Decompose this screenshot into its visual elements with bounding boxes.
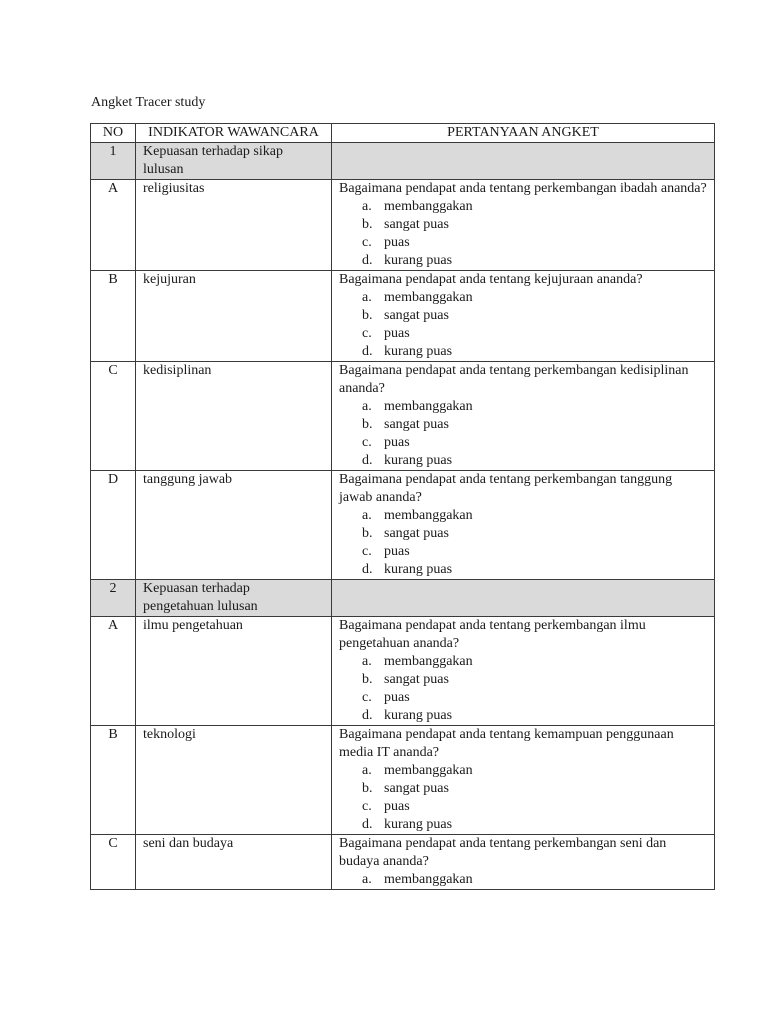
option-text: kurang puas [384, 562, 453, 577]
question-text: Bagaimana pendapat anda tentang perkembangan kedisiplinan ananda? [339, 363, 689, 396]
section-indicator: Kepuasan terhadap pengetahuan lulusan [136, 580, 332, 617]
item-letter: A [91, 617, 136, 726]
answer-option [339, 307, 707, 325]
answer-option [339, 543, 707, 561]
answer-option [339, 762, 707, 780]
answer-options [339, 398, 707, 470]
option-letter: a. [362, 290, 372, 305]
option-text: sangat puas [384, 526, 449, 541]
answer-option [339, 561, 707, 579]
option-letter: b. [362, 217, 373, 232]
option-text: membanggakan [384, 763, 473, 778]
answer-options [339, 871, 707, 889]
answer-option [339, 216, 707, 234]
question-cell [332, 726, 715, 835]
section-row [91, 580, 715, 617]
question-cell [332, 362, 715, 471]
answer-option [339, 325, 707, 343]
answer-options [339, 198, 707, 270]
option-letter: d. [362, 253, 373, 268]
item-letter: C [91, 362, 136, 471]
question-cell [332, 835, 715, 890]
option-letter: d. [362, 453, 373, 468]
option-letter: d. [362, 344, 373, 359]
option-text: membanggakan [384, 399, 473, 414]
option-letter: a. [362, 654, 372, 669]
option-text: membanggakan [384, 508, 473, 523]
answer-option [339, 780, 707, 798]
item-indicator: kedisiplinan [136, 362, 332, 471]
item-letter: B [91, 271, 136, 362]
option-text: sangat puas [384, 217, 449, 232]
header-no: NO [91, 124, 136, 143]
option-letter: c. [362, 799, 372, 814]
option-text: kurang puas [384, 817, 453, 832]
question-cell [332, 271, 715, 362]
answer-options [339, 653, 707, 725]
option-text: sangat puas [384, 781, 449, 796]
table-header-row [91, 124, 715, 143]
item-indicator: tanggung jawab [136, 471, 332, 580]
option-text: puas [384, 690, 410, 705]
document-title: Angket Tracer study [91, 95, 206, 110]
answer-option [339, 653, 707, 671]
question-cell [332, 180, 715, 271]
answer-option [339, 507, 707, 525]
answer-option [339, 416, 707, 434]
option-letter: a. [362, 199, 372, 214]
answer-options [339, 762, 707, 834]
option-letter: c. [362, 326, 372, 341]
item-indicator: religiusitas [136, 180, 332, 271]
question-cell [332, 471, 715, 580]
answer-option [339, 289, 707, 307]
option-letter: b. [362, 308, 373, 323]
section-indicator: Kepuasan terhadap sikap lulusan [136, 143, 332, 180]
section-number: 1 [91, 143, 136, 180]
option-letter: c. [362, 690, 372, 705]
section-question-cell [332, 143, 715, 180]
option-text: puas [384, 326, 410, 341]
option-letter: c. [362, 435, 372, 450]
item-indicator: seni dan budaya [136, 835, 332, 890]
question-row [91, 180, 715, 271]
question-text: Bagaimana pendapat anda tentang kemampuan penggunaan media IT ananda? [339, 727, 674, 760]
question-row [91, 362, 715, 471]
section-row [91, 143, 715, 180]
option-letter: a. [362, 763, 372, 778]
option-text: kurang puas [384, 253, 453, 268]
question-row [91, 835, 715, 890]
option-letter: a. [362, 508, 372, 523]
option-text: puas [384, 544, 410, 559]
option-letter: b. [362, 781, 373, 796]
question-text: Bagaimana pendapat anda tentang kejujuraan ananda? [339, 272, 643, 287]
item-letter: C [91, 835, 136, 890]
question-text: Bagaimana pendapat anda tentang perkembangan ilmu pengetahuan ananda? [339, 618, 646, 651]
answer-option [339, 707, 707, 725]
answer-option [339, 798, 707, 816]
section-number: 2 [91, 580, 136, 617]
option-text: membanggakan [384, 654, 473, 669]
answer-option [339, 252, 707, 270]
answer-option [339, 671, 707, 689]
answer-option [339, 343, 707, 361]
option-text: membanggakan [384, 290, 473, 305]
header-question: PERTANYAAN ANGKET [332, 124, 715, 143]
option-text: puas [384, 435, 410, 450]
option-letter: b. [362, 672, 373, 687]
question-text: Bagaimana pendapat anda tentang perkembangan ibadah ananda? [339, 181, 707, 196]
option-text: puas [384, 799, 410, 814]
option-letter: d. [362, 562, 373, 577]
item-indicator: kejujuran [136, 271, 332, 362]
item-letter: D [91, 471, 136, 580]
option-text: kurang puas [384, 453, 453, 468]
option-text: kurang puas [384, 344, 453, 359]
answer-option [339, 234, 707, 252]
answer-option [339, 871, 707, 889]
answer-option [339, 398, 707, 416]
option-letter: d. [362, 817, 373, 832]
answer-options [339, 289, 707, 361]
option-letter: c. [362, 544, 372, 559]
item-letter: A [91, 180, 136, 271]
option-text: membanggakan [384, 199, 473, 214]
section-question-cell [332, 580, 715, 617]
option-letter: b. [362, 417, 373, 432]
option-text: sangat puas [384, 417, 449, 432]
item-indicator: ilmu pengetahuan [136, 617, 332, 726]
header-indicator: INDIKATOR WAWANCARA [136, 124, 332, 143]
answer-option [339, 452, 707, 470]
option-text: sangat puas [384, 308, 449, 323]
option-letter: c. [362, 235, 372, 250]
question-row [91, 726, 715, 835]
option-letter: b. [362, 526, 373, 541]
question-text: Bagaimana pendapat anda tentang perkembangan seni dan budaya ananda? [339, 836, 667, 869]
answer-option [339, 689, 707, 707]
survey-table-body [91, 124, 715, 890]
answer-option [339, 816, 707, 834]
item-indicator: teknologi [136, 726, 332, 835]
question-cell [332, 617, 715, 726]
answer-option [339, 434, 707, 452]
question-row [91, 617, 715, 726]
option-letter: a. [362, 399, 372, 414]
question-text: Bagaimana pendapat anda tentang perkembangan tanggung jawab ananda? [339, 472, 673, 505]
option-letter: a. [362, 872, 372, 887]
item-letter: B [91, 726, 136, 835]
option-text: kurang puas [384, 708, 453, 723]
answer-option [339, 525, 707, 543]
answer-option [339, 198, 707, 216]
answer-options [339, 507, 707, 579]
survey-table [90, 123, 715, 890]
question-row [91, 471, 715, 580]
option-text: membanggakan [384, 872, 473, 887]
option-text: sangat puas [384, 672, 449, 687]
option-letter: d. [362, 708, 373, 723]
question-row [91, 271, 715, 362]
option-text: puas [384, 235, 410, 250]
